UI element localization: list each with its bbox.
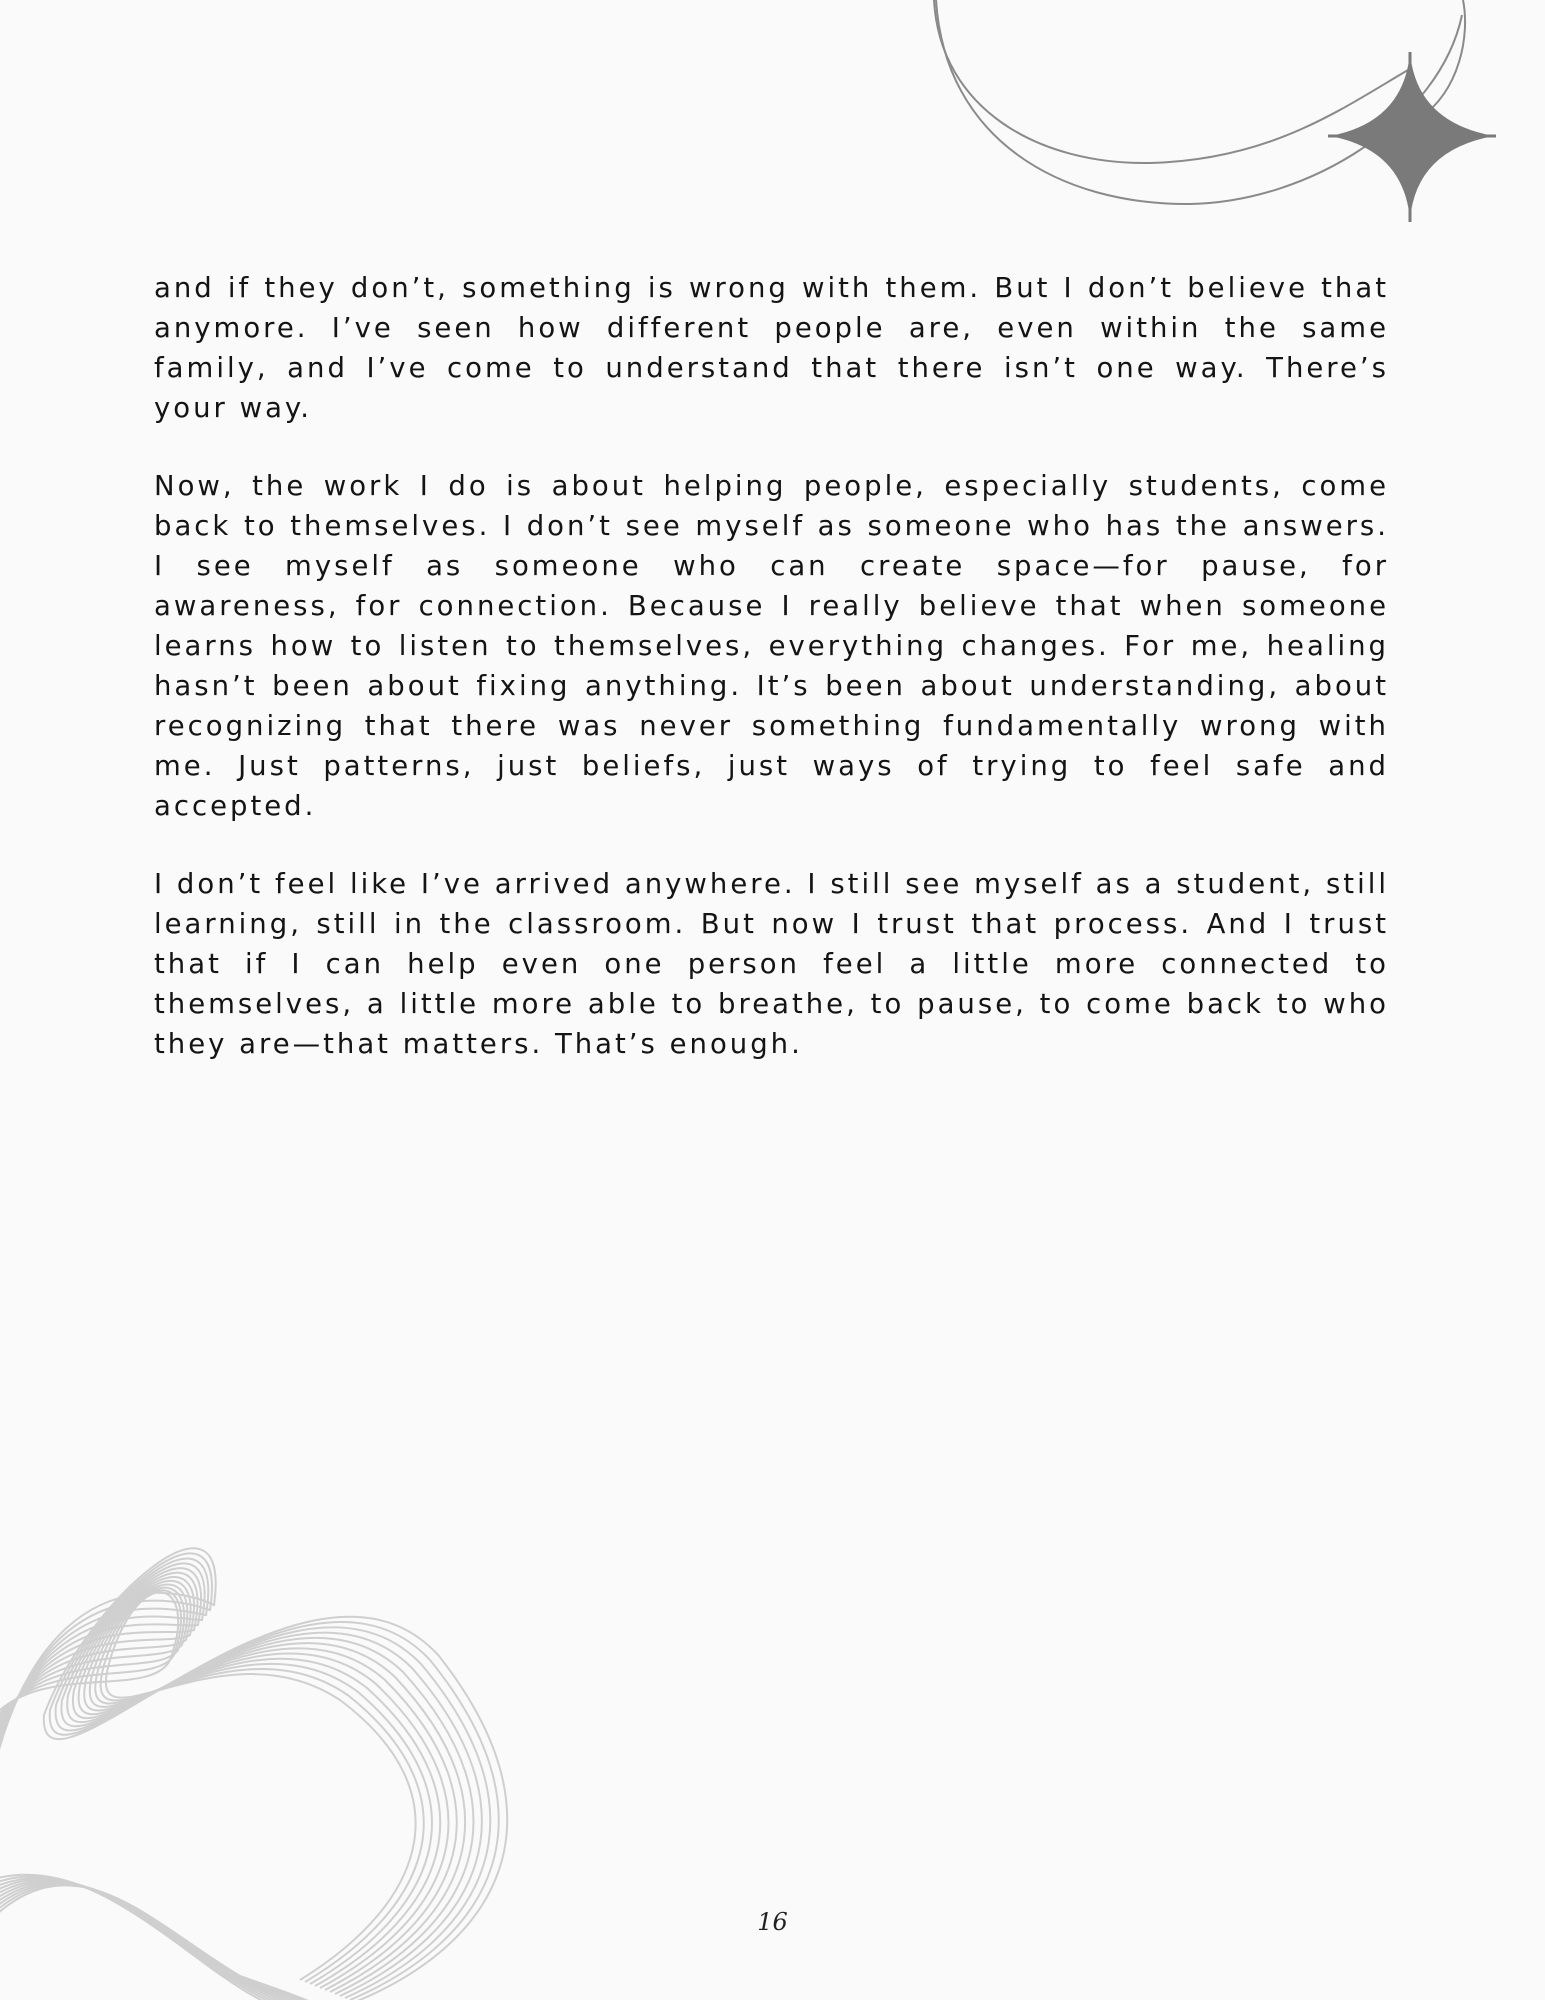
wave-line [0,1884,323,2000]
star-icon [1328,52,1496,222]
wave-line [0,1878,291,2000]
wave-line [0,1879,296,2000]
wave-line [0,1880,302,2000]
paragraph-3: I don’t feel like I’ve arrived anywhere. I still see myself as a student, still learning, still in the classroom. But now I trust that process. And I trust that if I can help even one person feel a little more connected to themselves, a little more able to breathe, to pause, to come back to who they are—that matters. That’s enough. [154,868,1389,1060]
wave-line [0,1881,307,2000]
wave-line [0,1876,285,2000]
page-number: 16 [757,1908,788,1936]
body-text [154,268,1389,1102]
paragraph-2: Now, the work I do is about helping people, especially students, come back to themselves. I don’t see myself as someone who has the answers. I see myself as someone who can create space—for pause, for awareness, for connection. Because I really believe that when someone learns how to listen to themselves, everything changes. For me, healing hasn’t been about fixing anything. It’s been about understanding, about recognizing that there was never something fundamentally wrong with me. Just patterns, just beliefs, just ways of trying to feel safe and accepted. [154,470,1389,822]
paragraph-1: and if they don’t, something is wrong with them. But I don’t believe that anymore. I’ve seen how different people are, even within the same family, and I’ve come to understand that there isn’t one way. There’s your way. [154,272,1389,424]
wave-line [0,1883,318,2000]
wave-line [0,1882,312,2000]
wave-line [0,1885,329,2000]
wave-line [0,1875,280,2000]
orbit-rings [934,0,1465,204]
